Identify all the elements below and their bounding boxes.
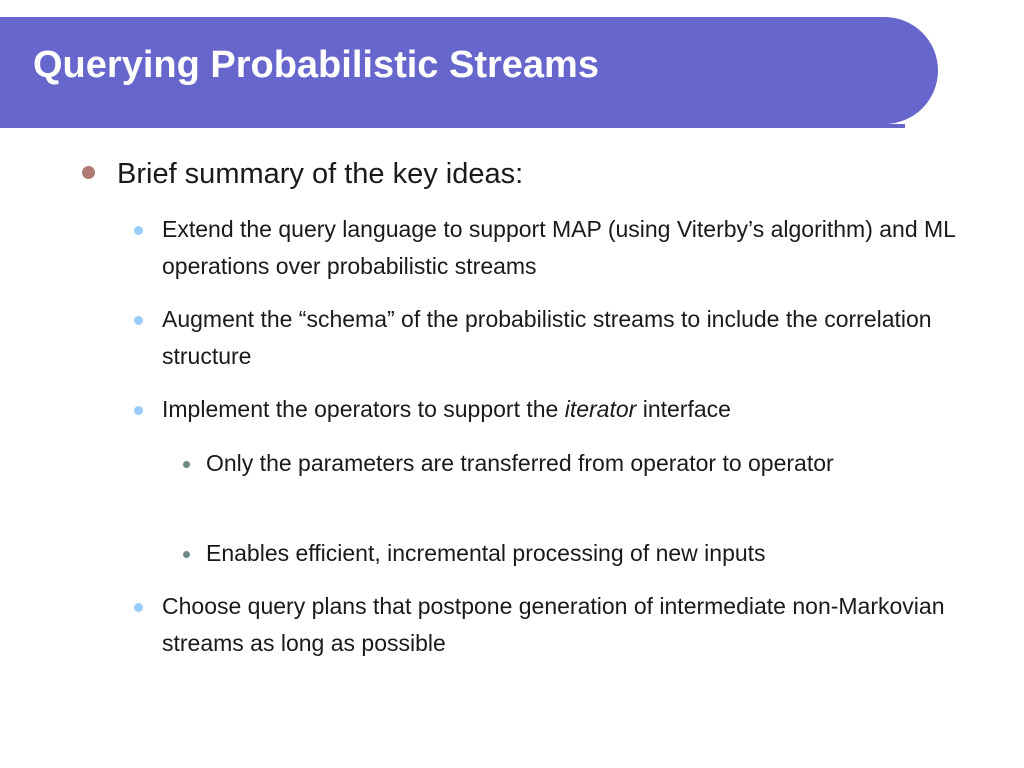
bullet-extend-query: Extend the query language to support MAP (using Viterby’s algorithm) and ML operations over probabilistic streams [162, 216, 956, 279]
bullet-main: Brief summary of the key ideas: [117, 158, 524, 190]
bullet-dot-level2 [134, 226, 143, 235]
bullet-dot-level2 [134, 316, 143, 325]
bullet-implement-operators-tail: interface [636, 396, 731, 422]
slide-title: Querying Probabilistic Streams [33, 44, 599, 86]
sub-bullet-parameters: Only the parameters are transferred from operator to operator [206, 450, 834, 476]
bullet-implement-operators-text: Implement the operators to support the [162, 396, 565, 422]
bullet-dot-level1 [82, 166, 95, 179]
bullet-dot-level3 [183, 461, 190, 468]
bullet-query-plans: Choose query plans that postpone generation of intermediate non-Markovian streams as long as possible [162, 593, 945, 656]
bullet-dot-level3 [183, 551, 190, 558]
bullet-implement-operators [162, 391, 962, 428]
bullet-augment-schema: Augment the “schema” of the probabilistic streams to include the correlation structure [162, 306, 932, 369]
title-underline [0, 124, 905, 128]
sub-bullet-incremental: Enables efficient, incremental processing of new inputs [206, 540, 766, 566]
bullet-dot-level2 [134, 406, 143, 415]
bullet-dot-level2 [134, 603, 143, 612]
iterator-term: iterator [564, 396, 637, 422]
